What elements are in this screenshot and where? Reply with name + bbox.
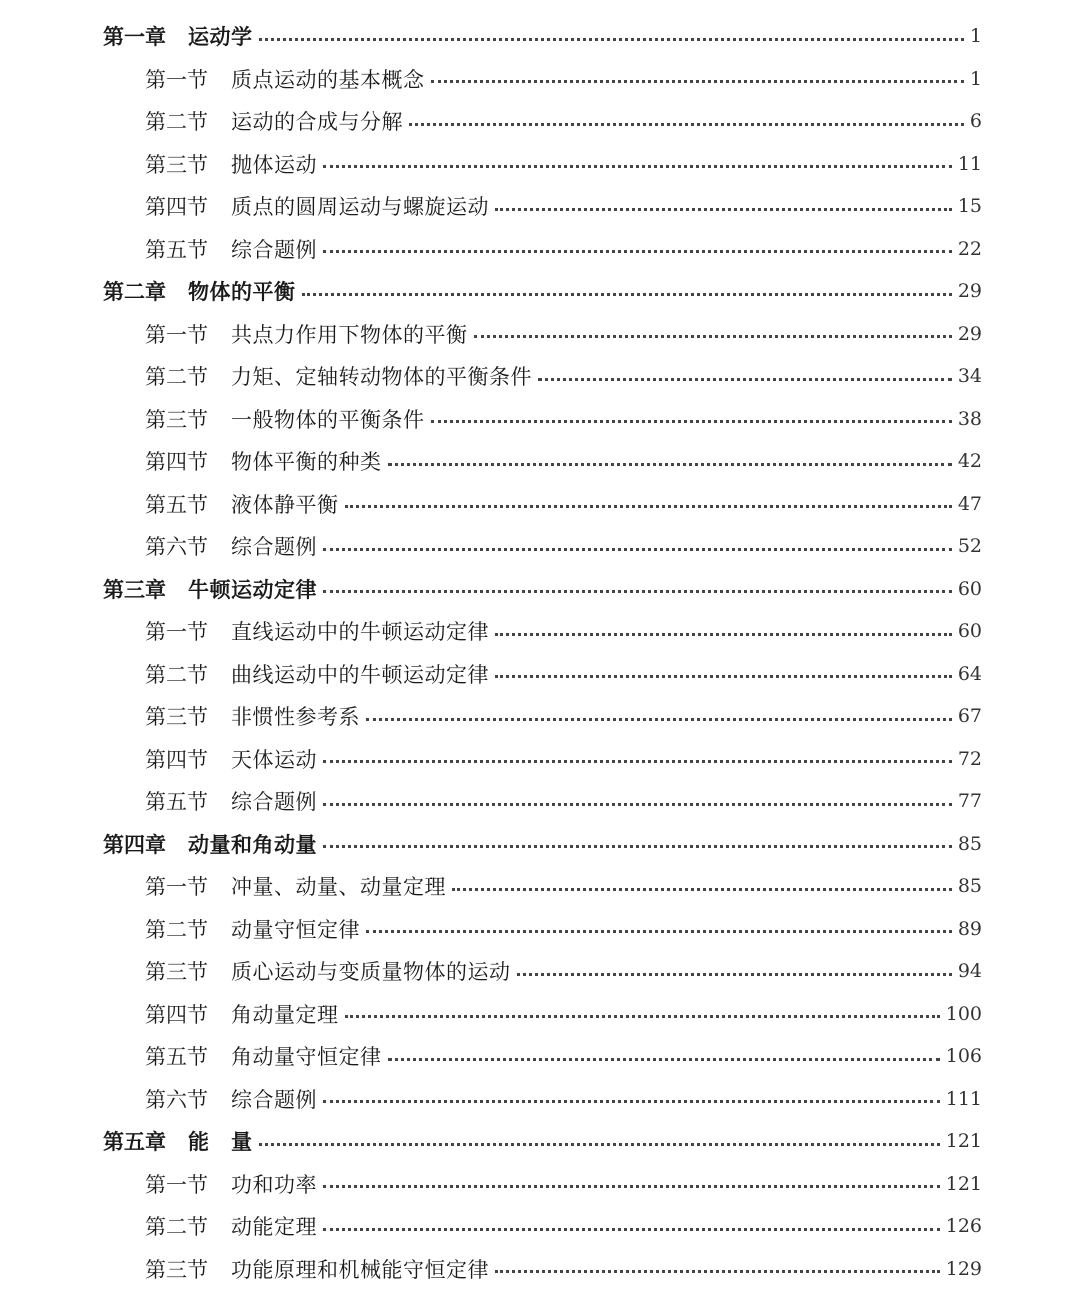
dot-leader bbox=[388, 463, 952, 466]
dot-leader bbox=[452, 888, 952, 891]
section-number: 第一节 bbox=[145, 1169, 231, 1199]
toc-section-row[interactable] bbox=[0, 993, 1080, 1036]
section-title: 综合题例 bbox=[231, 1084, 317, 1114]
toc-section-row[interactable] bbox=[0, 228, 1080, 271]
section-title: 角动量守恒定律 bbox=[231, 1041, 382, 1071]
toc-section-row[interactable] bbox=[0, 738, 1080, 781]
section-number: 第三节 bbox=[145, 701, 231, 731]
section-number: 第二节 bbox=[145, 1211, 231, 1241]
section-title: 综合题例 bbox=[231, 234, 317, 264]
toc-section-row[interactable] bbox=[0, 313, 1080, 356]
toc-section-row[interactable] bbox=[0, 1035, 1080, 1078]
dot-leader bbox=[323, 1100, 940, 1103]
chapter-number: 第四章 bbox=[103, 829, 188, 859]
dot-leader bbox=[345, 1015, 940, 1018]
page-number: 34 bbox=[958, 365, 982, 387]
page-number: 121 bbox=[946, 1173, 982, 1195]
dot-leader bbox=[431, 80, 964, 83]
chapter-number: 第五章 bbox=[103, 1126, 188, 1156]
page-number: 89 bbox=[958, 918, 982, 940]
section-title: 综合题例 bbox=[231, 531, 317, 561]
toc-section-row[interactable] bbox=[0, 695, 1080, 738]
page-number: 129 bbox=[946, 1258, 982, 1280]
dot-leader bbox=[323, 250, 952, 253]
chapter-number: 第三章 bbox=[103, 574, 188, 604]
section-title: 抛体运动 bbox=[231, 149, 317, 179]
section-title: 动能定理 bbox=[231, 1211, 317, 1241]
page-number: 1 bbox=[970, 25, 982, 47]
page-number: 52 bbox=[958, 535, 982, 557]
page-number: 85 bbox=[958, 833, 982, 855]
page-number: 15 bbox=[958, 195, 982, 217]
page-number: 47 bbox=[958, 493, 982, 515]
toc-section-row[interactable] bbox=[0, 440, 1080, 483]
page-number: 126 bbox=[946, 1215, 982, 1237]
dot-leader bbox=[345, 505, 952, 508]
section-number: 第一节 bbox=[145, 319, 231, 349]
page-number: 29 bbox=[958, 280, 982, 302]
section-number: 第五节 bbox=[145, 1041, 231, 1071]
page-number: 77 bbox=[958, 790, 982, 812]
section-title: 力矩、定轴转动物体的平衡条件 bbox=[231, 361, 532, 391]
section-number: 第二节 bbox=[145, 914, 231, 944]
toc-section-row[interactable] bbox=[0, 908, 1080, 951]
toc-chapter-row[interactable] bbox=[0, 568, 1080, 611]
section-number: 第二节 bbox=[145, 361, 231, 391]
section-number: 第三节 bbox=[145, 1254, 231, 1284]
dot-leader bbox=[366, 718, 952, 721]
section-title: 综合题例 bbox=[231, 786, 317, 816]
section-number: 第五节 bbox=[145, 786, 231, 816]
section-title: 功和功率 bbox=[231, 1169, 317, 1199]
section-title: 非惯性参考系 bbox=[231, 701, 360, 731]
dot-leader bbox=[495, 675, 952, 678]
section-number: 第二节 bbox=[145, 106, 231, 136]
section-number: 第一节 bbox=[145, 871, 231, 901]
section-number: 第四节 bbox=[145, 191, 231, 221]
dot-leader bbox=[431, 420, 952, 423]
page-number: 42 bbox=[958, 450, 982, 472]
dot-leader bbox=[366, 930, 952, 933]
toc-section-row[interactable] bbox=[0, 653, 1080, 696]
section-number: 第四节 bbox=[145, 999, 231, 1029]
chapter-title: 牛顿运动定律 bbox=[188, 574, 317, 604]
page-number: 64 bbox=[958, 663, 982, 685]
toc-chapter-row[interactable] bbox=[0, 15, 1080, 58]
dot-leader bbox=[495, 633, 952, 636]
section-title: 冲量、动量、动量定理 bbox=[231, 871, 446, 901]
toc-section-row[interactable] bbox=[0, 610, 1080, 653]
dot-leader bbox=[323, 760, 952, 763]
section-number: 第四节 bbox=[145, 446, 231, 476]
section-title: 曲线运动中的牛顿运动定律 bbox=[231, 659, 489, 689]
toc-section-row[interactable] bbox=[0, 398, 1080, 441]
dot-leader bbox=[323, 1185, 940, 1188]
dot-leader bbox=[388, 1058, 940, 1061]
toc-section-row[interactable] bbox=[0, 58, 1080, 101]
toc-section-row[interactable] bbox=[0, 100, 1080, 143]
page-number: 121 bbox=[946, 1130, 982, 1152]
page-number: 67 bbox=[958, 705, 982, 727]
page-number: 94 bbox=[958, 960, 982, 982]
section-title: 质心运动与变质量物体的运动 bbox=[231, 956, 511, 986]
table-of-contents bbox=[0, 15, 1080, 1290]
chapter-title: 物体的平衡 bbox=[188, 276, 296, 306]
dot-leader bbox=[323, 548, 952, 551]
page-number: 22 bbox=[958, 238, 982, 260]
toc-section-row[interactable] bbox=[0, 950, 1080, 993]
page-number: 111 bbox=[946, 1088, 982, 1110]
page-number: 6 bbox=[970, 110, 982, 132]
dot-leader bbox=[323, 165, 952, 168]
page-number: 72 bbox=[958, 748, 982, 770]
toc-section-row[interactable] bbox=[0, 780, 1080, 823]
section-number: 第一节 bbox=[145, 64, 231, 94]
toc-chapter-row[interactable] bbox=[0, 1120, 1080, 1163]
section-title: 动量守恒定律 bbox=[231, 914, 360, 944]
toc-section-row[interactable] bbox=[0, 1248, 1080, 1290]
section-number: 第三节 bbox=[145, 404, 231, 434]
toc-chapter-row[interactable] bbox=[0, 270, 1080, 313]
dot-leader bbox=[259, 1143, 940, 1146]
section-title: 天体运动 bbox=[231, 744, 317, 774]
section-title: 液体静平衡 bbox=[231, 489, 339, 519]
section-number: 第一节 bbox=[145, 616, 231, 646]
page-number: 60 bbox=[958, 620, 982, 642]
section-title: 一般物体的平衡条件 bbox=[231, 404, 425, 434]
section-number: 第六节 bbox=[145, 531, 231, 561]
page-number: 100 bbox=[946, 1003, 982, 1025]
toc-section-row[interactable] bbox=[0, 483, 1080, 526]
page-number: 29 bbox=[958, 323, 982, 345]
toc-section-row[interactable] bbox=[0, 1163, 1080, 1206]
section-number: 第五节 bbox=[145, 234, 231, 264]
dot-leader bbox=[323, 845, 952, 848]
dot-leader bbox=[409, 123, 964, 126]
dot-leader bbox=[495, 1270, 940, 1273]
section-number: 第二节 bbox=[145, 659, 231, 689]
section-number: 第四节 bbox=[145, 744, 231, 774]
dot-leader bbox=[474, 335, 952, 338]
section-title: 角动量定理 bbox=[231, 999, 339, 1029]
chapter-title: 运动学 bbox=[188, 21, 253, 51]
chapter-number: 第一章 bbox=[103, 21, 188, 51]
toc-section-row[interactable] bbox=[0, 185, 1080, 228]
toc-section-row[interactable] bbox=[0, 1205, 1080, 1248]
page-number: 1 bbox=[970, 68, 982, 90]
dot-leader bbox=[323, 1228, 940, 1231]
dot-leader bbox=[259, 38, 964, 41]
section-title: 质点运动的基本概念 bbox=[231, 64, 425, 94]
page-number: 85 bbox=[958, 875, 982, 897]
toc-section-row[interactable] bbox=[0, 1078, 1080, 1121]
section-title: 质点的圆周运动与螺旋运动 bbox=[231, 191, 489, 221]
dot-leader bbox=[323, 803, 952, 806]
section-number: 第三节 bbox=[145, 956, 231, 986]
section-number: 第三节 bbox=[145, 149, 231, 179]
page-number: 11 bbox=[958, 153, 982, 175]
section-title: 共点力作用下物体的平衡 bbox=[231, 319, 468, 349]
dot-leader bbox=[323, 590, 952, 593]
dot-leader bbox=[302, 293, 952, 296]
page-number: 106 bbox=[946, 1045, 982, 1067]
dot-leader bbox=[495, 208, 952, 211]
section-title: 运动的合成与分解 bbox=[231, 106, 403, 136]
toc-section-row[interactable] bbox=[0, 525, 1080, 568]
toc-section-row[interactable] bbox=[0, 143, 1080, 186]
dot-leader bbox=[517, 973, 952, 976]
section-number: 第六节 bbox=[145, 1084, 231, 1114]
chapter-title: 动量和角动量 bbox=[188, 829, 317, 859]
page-number: 60 bbox=[958, 578, 982, 600]
toc-chapter-row[interactable] bbox=[0, 823, 1080, 866]
toc-section-row[interactable] bbox=[0, 865, 1080, 908]
toc-section-row[interactable] bbox=[0, 355, 1080, 398]
section-title: 物体平衡的种类 bbox=[231, 446, 382, 476]
dot-leader bbox=[538, 378, 952, 381]
chapter-number: 第二章 bbox=[103, 276, 188, 306]
chapter-title: 能 量 bbox=[188, 1126, 253, 1156]
page-number: 38 bbox=[958, 408, 982, 430]
section-number: 第五节 bbox=[145, 489, 231, 519]
section-title: 直线运动中的牛顿运动定律 bbox=[231, 616, 489, 646]
section-title: 功能原理和机械能守恒定律 bbox=[231, 1254, 489, 1284]
